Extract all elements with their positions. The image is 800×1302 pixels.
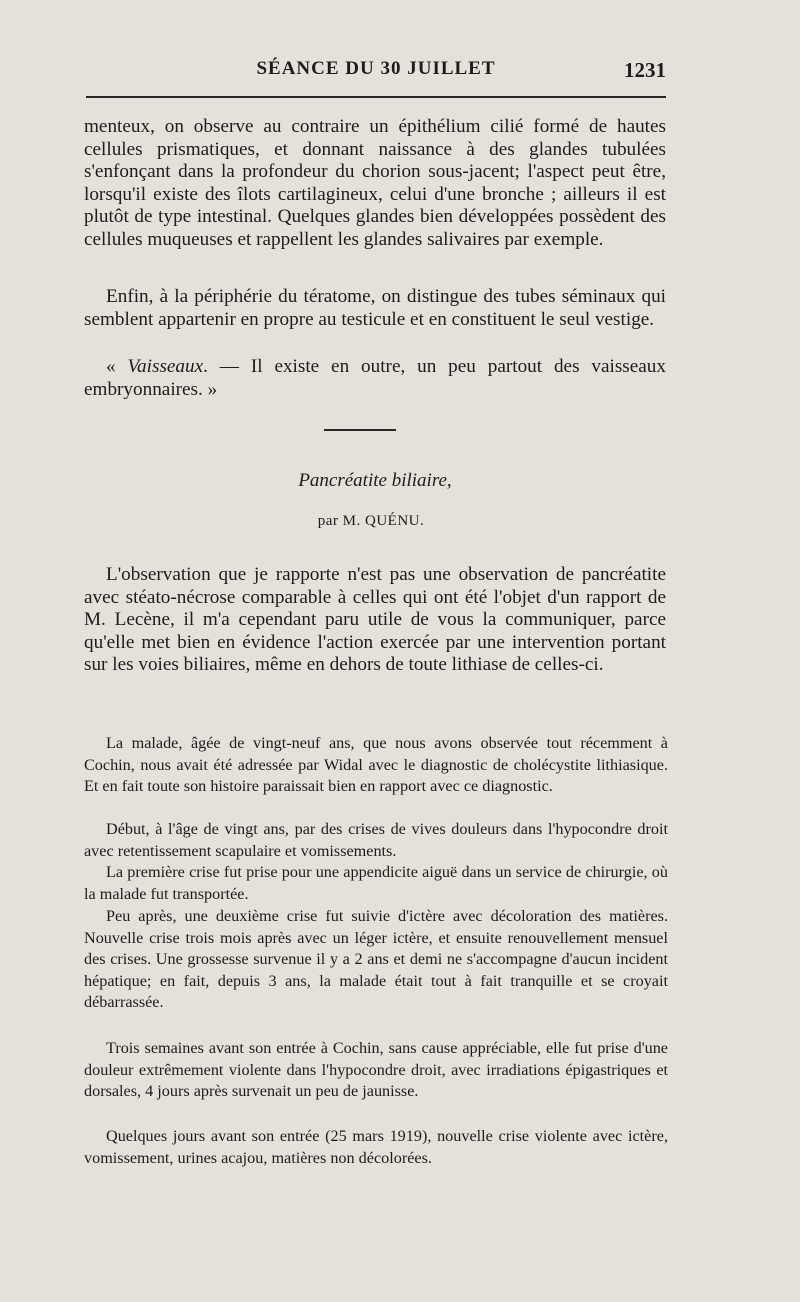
case-paragraph-4: Peu après, une deuxième crise fut suivie d'ictère avec décoloration des matières. Nouvelle crise trois mois après avec un léger ictère, et ensuite renouvellement mensuel des crises. Une grossesse survenue il y a 2 ans et demi ne s'accompagne d'aucun incident hépatique; en fait, depuis 3 ans, la malade était tout à fait tranquille et se croyait débarrassée. — [84, 907, 668, 1011]
case-paragraph-2: Début, à l'âge de vingt ans, par des crises de vives douleurs dans l'hypocondre droit avec retentissement scapulaire et vomissements. — [84, 820, 668, 860]
header-rule — [86, 96, 666, 98]
running-head — [86, 58, 666, 88]
continued-paragraph-1: menteux, on observe au contraire un épithélium cilié formé de hautes cellules prismatiques, et donnant naissance à des glandes tubulées s'enfonçant dans la profondeur du chorion sous-jacent; l'aspect peut être, lorsqu'il existe des îlots cartilagineux, celui d'une bronche ; ailleurs il est plutôt de type intestinal. Quelques glandes bien développées possèdent des cellules muqueuses et rappellent les glandes salivaires par exemple. — [84, 116, 666, 250]
vaisseaux-text: . — Il existe en outre, un peu partout des vaisseaux embryonnaires. » — [84, 356, 666, 400]
continued-paragraph-3 — [84, 356, 666, 401]
continued-paragraph-2: Enfin, à la périphérie du tératome, on distingue des tubes séminaux qui semblent appartenir en propre au testicule et en constituent le seul vestige. — [84, 286, 666, 330]
section-separator — [324, 429, 396, 431]
page-number: 1231 — [624, 58, 666, 82]
vaisseaux-heading: Vaisseaux — [127, 356, 204, 377]
running-title: SÉANCE DU 30 JUILLET — [256, 58, 496, 79]
case-paragraph-3: La première crise fut prise pour une appendicite aiguë dans un service de chirurgie, où la malade fut transportée. — [84, 863, 668, 903]
article-byline: par M. QUÉNU. — [317, 513, 425, 529]
case-paragraph-5: Trois semaines avant son entrée à Cochin, sans cause appréciable, elle fut prise d'une douleur extrêmement violente dans l'hypocondre droit, avec irradiations épigastriques et dorsales, 4 jours après survenait un peu de jaunisse. — [84, 1039, 668, 1100]
article-intro: L'observation que je rapporte n'est pas une observation de pancréatite avec stéato-nécrose comparable à celles qui ont été l'objet d'un rapport de M. Lecène, il m'a cependant paru utile de vous la communiquer, parce qu'elle met bien en évidence l'action exercée par une intervention portant sur les voies biliaires, même en dehors de toute lithiase de celles-ci. — [84, 564, 666, 675]
case-paragraph-6: Quelques jours avant son entrée (25 mars 1919), nouvelle crise violente avec ictère, vomissement, urines acajou, matières non décolorées. — [84, 1127, 668, 1167]
case-paragraph-1: La malade, âgée de vingt-neuf ans, que nous avons observée tout récemment à Cochin, nous avait été adressée par Widal avec le diagnostic de cholécystite lithiasique. Et en fait toute son histoire paraissait bien en rapport avec ce diagnostic. — [84, 734, 668, 795]
article-title: Pancréatite biliaire, — [298, 470, 452, 491]
quote-open: « — [106, 356, 128, 377]
